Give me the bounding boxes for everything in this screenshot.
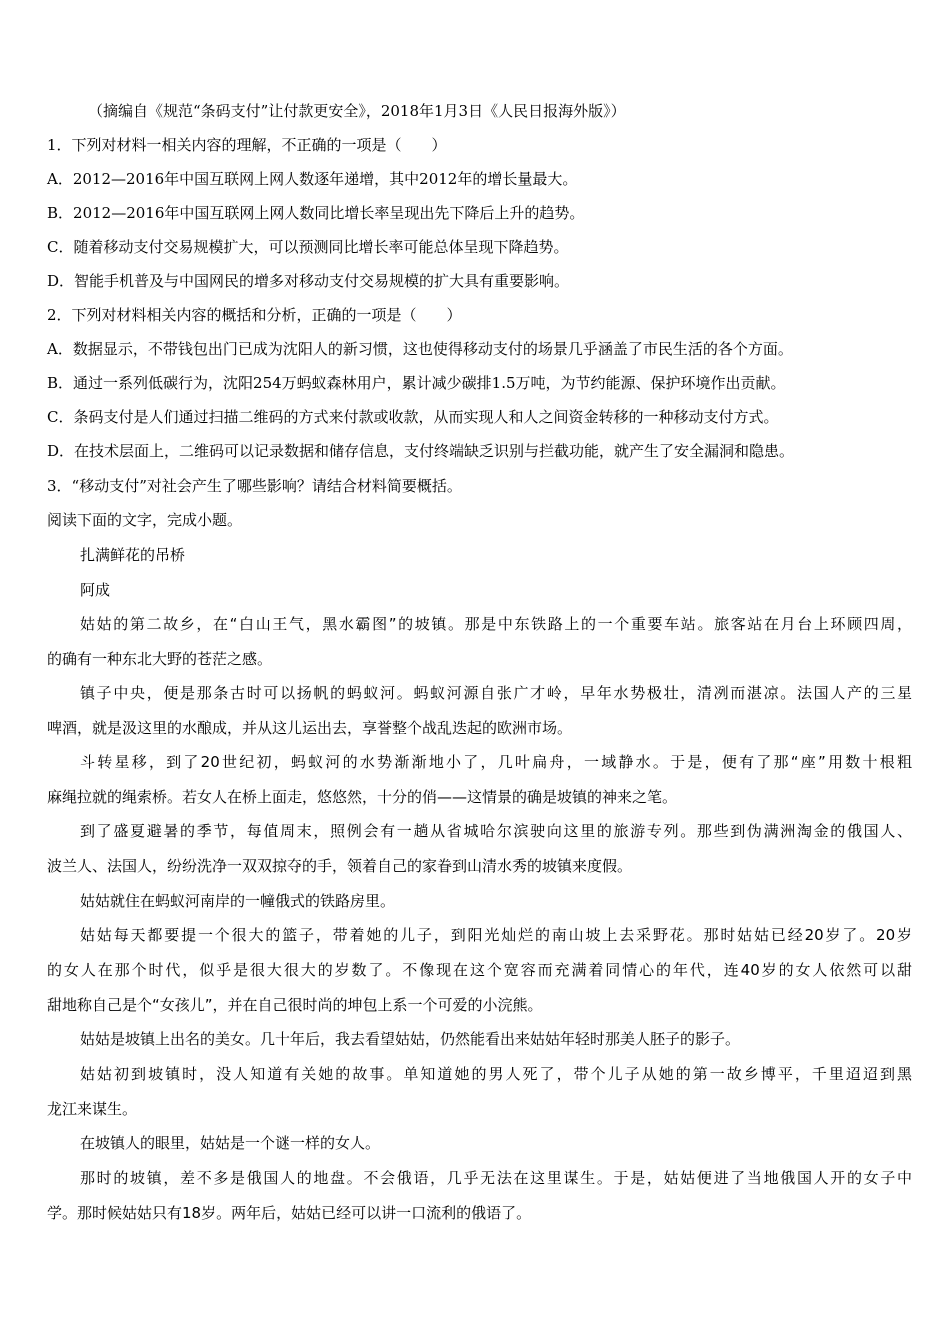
story-author: 阿成 xyxy=(80,581,111,599)
question-1-option-b: B．2012—2016年中国互联网上网人数同比增长率呈现出先下降后上升的趋势。 xyxy=(47,204,585,222)
question-1-option-c: C．随着移动支付交易规模扩大，可以预测同比增长率可能总体呈现下降趋势。 xyxy=(47,238,569,256)
story-paragraph-6-line-1: 姑姑每天都要提一个很大的篮子，带着她的儿子，到阳光灿烂的南山坡上去采野花。那时姑姑已经20岁了。20岁 xyxy=(80,926,912,944)
source-citation: （摘编自《规范“条码支付”让付款更安全》，2018年1月3日《人民日报海外版》） xyxy=(88,102,626,120)
question-1-option-d: D．智能手机普及与中国网民的增多对移动支付交易规模的扩大具有重要影响。 xyxy=(47,272,570,290)
story-paragraph-5: 姑姑就住在蚂蚁河南岸的一幢俄式的铁路房里。 xyxy=(80,892,396,910)
question-1-option-a: A．2012—2016年中国互联网上网人数逐年递增，其中2012年的增长量最大。 xyxy=(47,170,578,188)
question-2-option-c: C．条码支付是人们通过扫描二维码的方式来付款或收款，从而实现人和人之间资金转移的一种移动支付方式。 xyxy=(47,408,779,426)
story-paragraph-4-line-1: 到了盛夏避暑的季节，每值周末，照例会有一趟从省城哈尔滨驶向这里的旅游专列。那些到伪满洲淘金的俄国人、 xyxy=(80,822,912,840)
story-paragraph-1-line-2: 的确有一种东北大野的苍茫之感。 xyxy=(47,650,273,668)
story-title: 扎满鲜花的吊桥 xyxy=(80,546,186,564)
story-paragraph-4-line-2: 波兰人、法国人，纷纷洗净一双双掠夺的手，领着自己的家眷到山清水秀的坡镇来度假。 xyxy=(47,857,633,875)
story-paragraph-6-line-2: 的女人在那个时代，似乎是很大很大的岁数了。不像现在这个宽容而充满着同情心的年代，连40岁的女人依然可以甜 xyxy=(47,961,912,979)
question-2-stem: 2．下列对材料相关内容的概括和分析，正确的一项是（ ） xyxy=(47,306,462,324)
story-paragraph-2-line-1: 镇子中央，便是那条古时可以扬帆的蚂蚁河。蚂蚁河源自张广才岭，早年水势极壮，清冽而湛凉。法国人产的三星 xyxy=(80,684,912,702)
question-2-option-d: D．在技术层面上，二维码可以记录数据和储存信息，支付终端缺乏识别与拦截功能，就产生了安全漏洞和隐患。 xyxy=(47,442,795,460)
story-paragraph-2-line-2: 啤酒，就是汲这里的水酿成，并从这儿运出去，享誉整个战乱迭起的欧洲市场。 xyxy=(47,719,573,737)
question-3-stem: 3．“移动支付”对社会产生了哪些影响？请结合材料简要概括。 xyxy=(47,477,462,495)
story-paragraph-8-line-2: 龙江来谋生。 xyxy=(47,1100,138,1118)
story-paragraph-3-line-2: 麻绳拉就的绳索桥。若女人在桥上面走，悠悠然，十分的俏——这情景的确是坡镇的神来之笔。 xyxy=(47,788,678,806)
story-paragraph-8-line-1: 姑姑初到坡镇时，没人知道有关她的故事。单知道她的男人死了，带个儿子从她的第一故乡博平，千里迢迢到黑 xyxy=(80,1065,912,1083)
story-paragraph-10-line-1: 那时的坡镇，差不多是俄国人的地盘。不会俄语，几乎无法在这里谋生。于是，姑姑便进了当地俄国人开的女子中 xyxy=(80,1169,912,1187)
story-paragraph-10-line-2: 学。那时候姑姑只有18岁。两年后，姑姑已经可以讲一口流利的俄语了。 xyxy=(47,1204,532,1222)
question-2-option-b: B．通过一系列低碳行为，沈阳254万蚂蚁森林用户，累计减少碳排1.5万吨，为节约能源、保护环境作出贡献。 xyxy=(47,374,786,392)
question-2-option-a: A．数据显示，不带钱包出门已成为沈阳人的新习惯，这也使得移动支付的场景几乎涵盖了市民生活的各个方面。 xyxy=(47,340,793,358)
reading-instruction: 阅读下面的文字，完成小题。 xyxy=(47,511,243,529)
story-paragraph-6-line-3: 甜地称自己是个“女孩儿”，并在自己很时尚的坤包上系一个可爱的小浣熊。 xyxy=(47,996,543,1014)
story-paragraph-9: 在坡镇人的眼里，姑姑是一个谜一样的女人。 xyxy=(80,1134,381,1152)
story-paragraph-1-line-1: 姑姑的第二故乡，在“白山王气，黑水霸图”的坡镇。那是中东铁路上的一个重要车站。旅客站在月台上环顾四周， xyxy=(80,615,912,633)
question-1-stem: 1．下列对材料一相关内容的理解，不正确的一项是（ ） xyxy=(47,136,447,154)
story-paragraph-7: 姑姑是坡镇上出名的美女。几十年后，我去看望姑姑，仍然能看出来姑姑年轻时那美人胚子的影子。 xyxy=(80,1030,741,1048)
story-paragraph-3-line-1: 斗转星移，到了20世纪初，蚂蚁河的水势渐渐地小了，几叶扁舟，一域静水。于是，便有了那“座”用数十根粗 xyxy=(80,753,912,771)
